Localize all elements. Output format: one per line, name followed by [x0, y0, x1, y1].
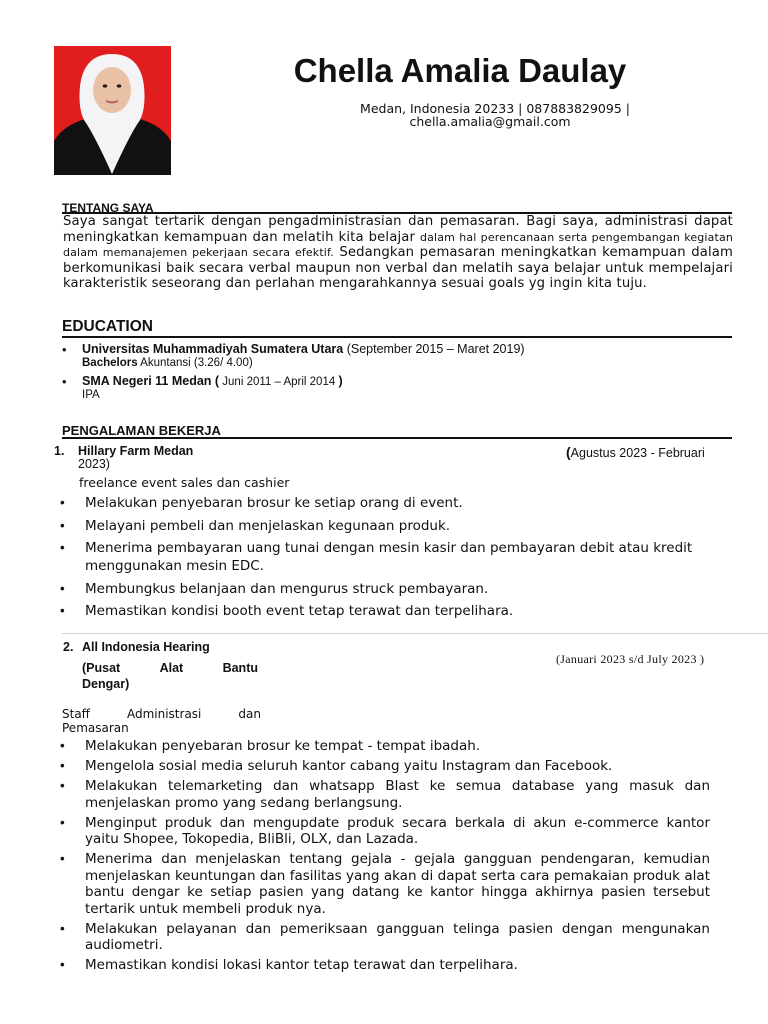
job-duties-list	[60, 738, 710, 977]
job-role-word: Staff	[62, 707, 90, 721]
about-text-part1: Saya sangat tertarik dengan pengadministrasian dan pemasaran. Bagi saya, administrasi dapat meningkatkan kemampuan dan melatih kita belajar	[63, 214, 733, 245]
job-title: All Indonesia Hearing	[82, 640, 210, 654]
about-heading: TENTANG SAYA	[62, 201, 154, 215]
education-degree-line	[82, 357, 722, 369]
education-list	[62, 342, 722, 406]
about-text-part2: Sedangkan pemasaran meningkatkan kemampuan dalam berkomunikasi baik secara verbal maupun non verbal dan melatih saya belajar untuk mempelajari karakteristik seseorang dan perlahan mengarahkannya sesuai goals yg ingin kita tuju.	[63, 245, 733, 292]
education-heading: EDUCATION	[62, 318, 153, 335]
bullet-icon: •	[60, 778, 65, 793]
list-item	[60, 580, 710, 598]
list-item	[60, 517, 710, 535]
list-item-text: Melakukan telemarketing dan whatsapp Blast ke semua database yang masuk dan menjelaskan promo yang sedang berlangsung.	[85, 778, 710, 811]
job-duties-list	[60, 494, 710, 625]
bullet-icon: •	[60, 495, 65, 510]
job-date-line2: 2023)	[78, 457, 110, 471]
work-divider	[62, 437, 732, 439]
bullet-icon: •	[60, 580, 65, 596]
education-period: (September 2015 – Maret 2019)	[343, 342, 525, 356]
bullet-icon: •	[62, 374, 67, 389]
bullet-icon: •	[60, 957, 65, 972]
job-date: (Januari 2023 s/d July 2023 )	[556, 652, 705, 666]
bullet-icon: •	[60, 814, 65, 830]
list-item	[60, 738, 710, 755]
job-role-word: Administrasi	[126, 707, 202, 721]
list-item-text: Melakukan penyebaran brosur ke tempat - tempat ibadah.	[85, 738, 481, 754]
list-item	[60, 815, 710, 848]
education-degree-level: Bachelors	[82, 357, 138, 369]
job-number: 2.	[63, 640, 74, 654]
job-date-line1: Agustus 2023 - Februari	[570, 446, 705, 460]
list-item	[60, 778, 710, 811]
education-degree: Akuntansi (3.26/ 4.00)	[137, 357, 253, 369]
education-school: Universitas Muhammadiyah Sumatera Utara	[82, 342, 344, 356]
bullet-icon: •	[62, 342, 67, 357]
profile-photo	[54, 46, 171, 175]
education-item	[62, 342, 722, 369]
job-subtitle	[82, 660, 258, 692]
job-subtitle-line2: Dengar)	[82, 677, 130, 691]
list-item	[60, 602, 710, 620]
education-school-line	[82, 342, 722, 356]
list-item	[60, 921, 710, 954]
list-item	[60, 851, 710, 917]
job-role-line2: Pemasaran	[62, 721, 129, 735]
job-subtitle-word: Bantu	[222, 661, 258, 675]
education-period-close: )	[338, 374, 343, 388]
list-item-text: Memastikan kondisi booth event tetap terawat dan terpelihara.	[85, 603, 514, 620]
job-role: freelance event sales dan cashier	[79, 475, 290, 490]
about-text-small: dalam hal perencanaan serta pengembangan kegiatan dalam memanajemen pekerjaan secara efektif.	[63, 230, 733, 260]
list-item-text: Memastikan kondisi lokasi kantor tetap terawat dan terpelihara.	[85, 957, 518, 973]
job-subtitle-line1	[82, 660, 258, 676]
list-item-text: Melakukan penyebaran brosur ke setiap orang di event.	[85, 495, 463, 511]
list-item-text: Membungkus belanjaan dan mengurus struck pembayaran.	[85, 580, 489, 597]
job-role	[62, 707, 261, 735]
profile-photo-illustration	[54, 46, 171, 175]
job-subtitle-word: (Pusat	[82, 661, 121, 675]
bullet-icon: •	[60, 603, 65, 619]
job-date	[566, 444, 705, 460]
bullet-icon: •	[60, 920, 65, 936]
list-item-text: Melakukan pelayanan dan pemeriksaan gangguan telinga pasien dengan mengunakan audiometri.	[85, 920, 710, 953]
work-heading: PENGALAMAN BEKERJA	[62, 423, 221, 438]
candidate-name: Chella Amalia Daulay	[293, 52, 627, 89]
job-title: Hillary Farm Medan	[78, 444, 194, 458]
education-school-line	[82, 374, 722, 388]
job-role-word: dan	[238, 707, 261, 721]
about-text	[63, 214, 733, 292]
education-divider	[62, 336, 732, 338]
list-item-text: Menginput produk dan mengupdate produk secara berkala di akun e-commerce kantor yaitu Shopee, Tokopedia, BliBli, OLX, dan Lazada.	[85, 814, 710, 847]
list-item	[60, 494, 710, 512]
bullet-icon: •	[60, 851, 65, 866]
contact-address-phone: Medan, Indonesia 20233 | 087883829095 |	[360, 101, 630, 116]
list-item-text: Menerima pembayaran uang tunai dengan mesin kasir dan pembayaran debit atau kredit menggunakan mesin EDC.	[85, 540, 693, 575]
list-item	[60, 957, 710, 974]
education-item	[62, 374, 722, 401]
list-item-text: Melayani pembeli dan menjelaskan kegunaan produk.	[85, 517, 451, 534]
bullet-icon: •	[60, 738, 65, 753]
section-separator	[62, 633, 768, 634]
bullet-icon: •	[60, 758, 65, 773]
list-item	[60, 758, 710, 775]
job-number: 1.	[54, 444, 65, 458]
job-subtitle-word: Alat	[159, 661, 184, 675]
education-degree: IPA	[82, 389, 100, 401]
bullet-icon: •	[60, 540, 65, 556]
list-item-text: Mengelola sosial media seluruh kantor cabang yaitu Instagram dan Facebook.	[85, 758, 613, 774]
list-item-text: Menerima dan menjelaskan tentang gejala - gejala gangguan pendengaran, kemudian menjelaskan keuntungan dan fasilitas yang akan di dapat serta cara pemakaian produk alat bantu dengar ke setiap pasien yang datang ke kantor hingga akhirnya pasien tersebut tertarik untuk membeli produk nya.	[85, 851, 710, 917]
bullet-icon: •	[60, 517, 65, 533]
education-period: Juni 2011 – April 2014	[219, 376, 339, 388]
job-date-open: (	[566, 444, 571, 460]
job-role-line1	[62, 707, 261, 721]
list-item	[60, 539, 710, 575]
contact-email: chella.amalia@gmail.com	[409, 114, 571, 129]
education-school: SMA Negeri 11 Medan (	[82, 374, 220, 388]
